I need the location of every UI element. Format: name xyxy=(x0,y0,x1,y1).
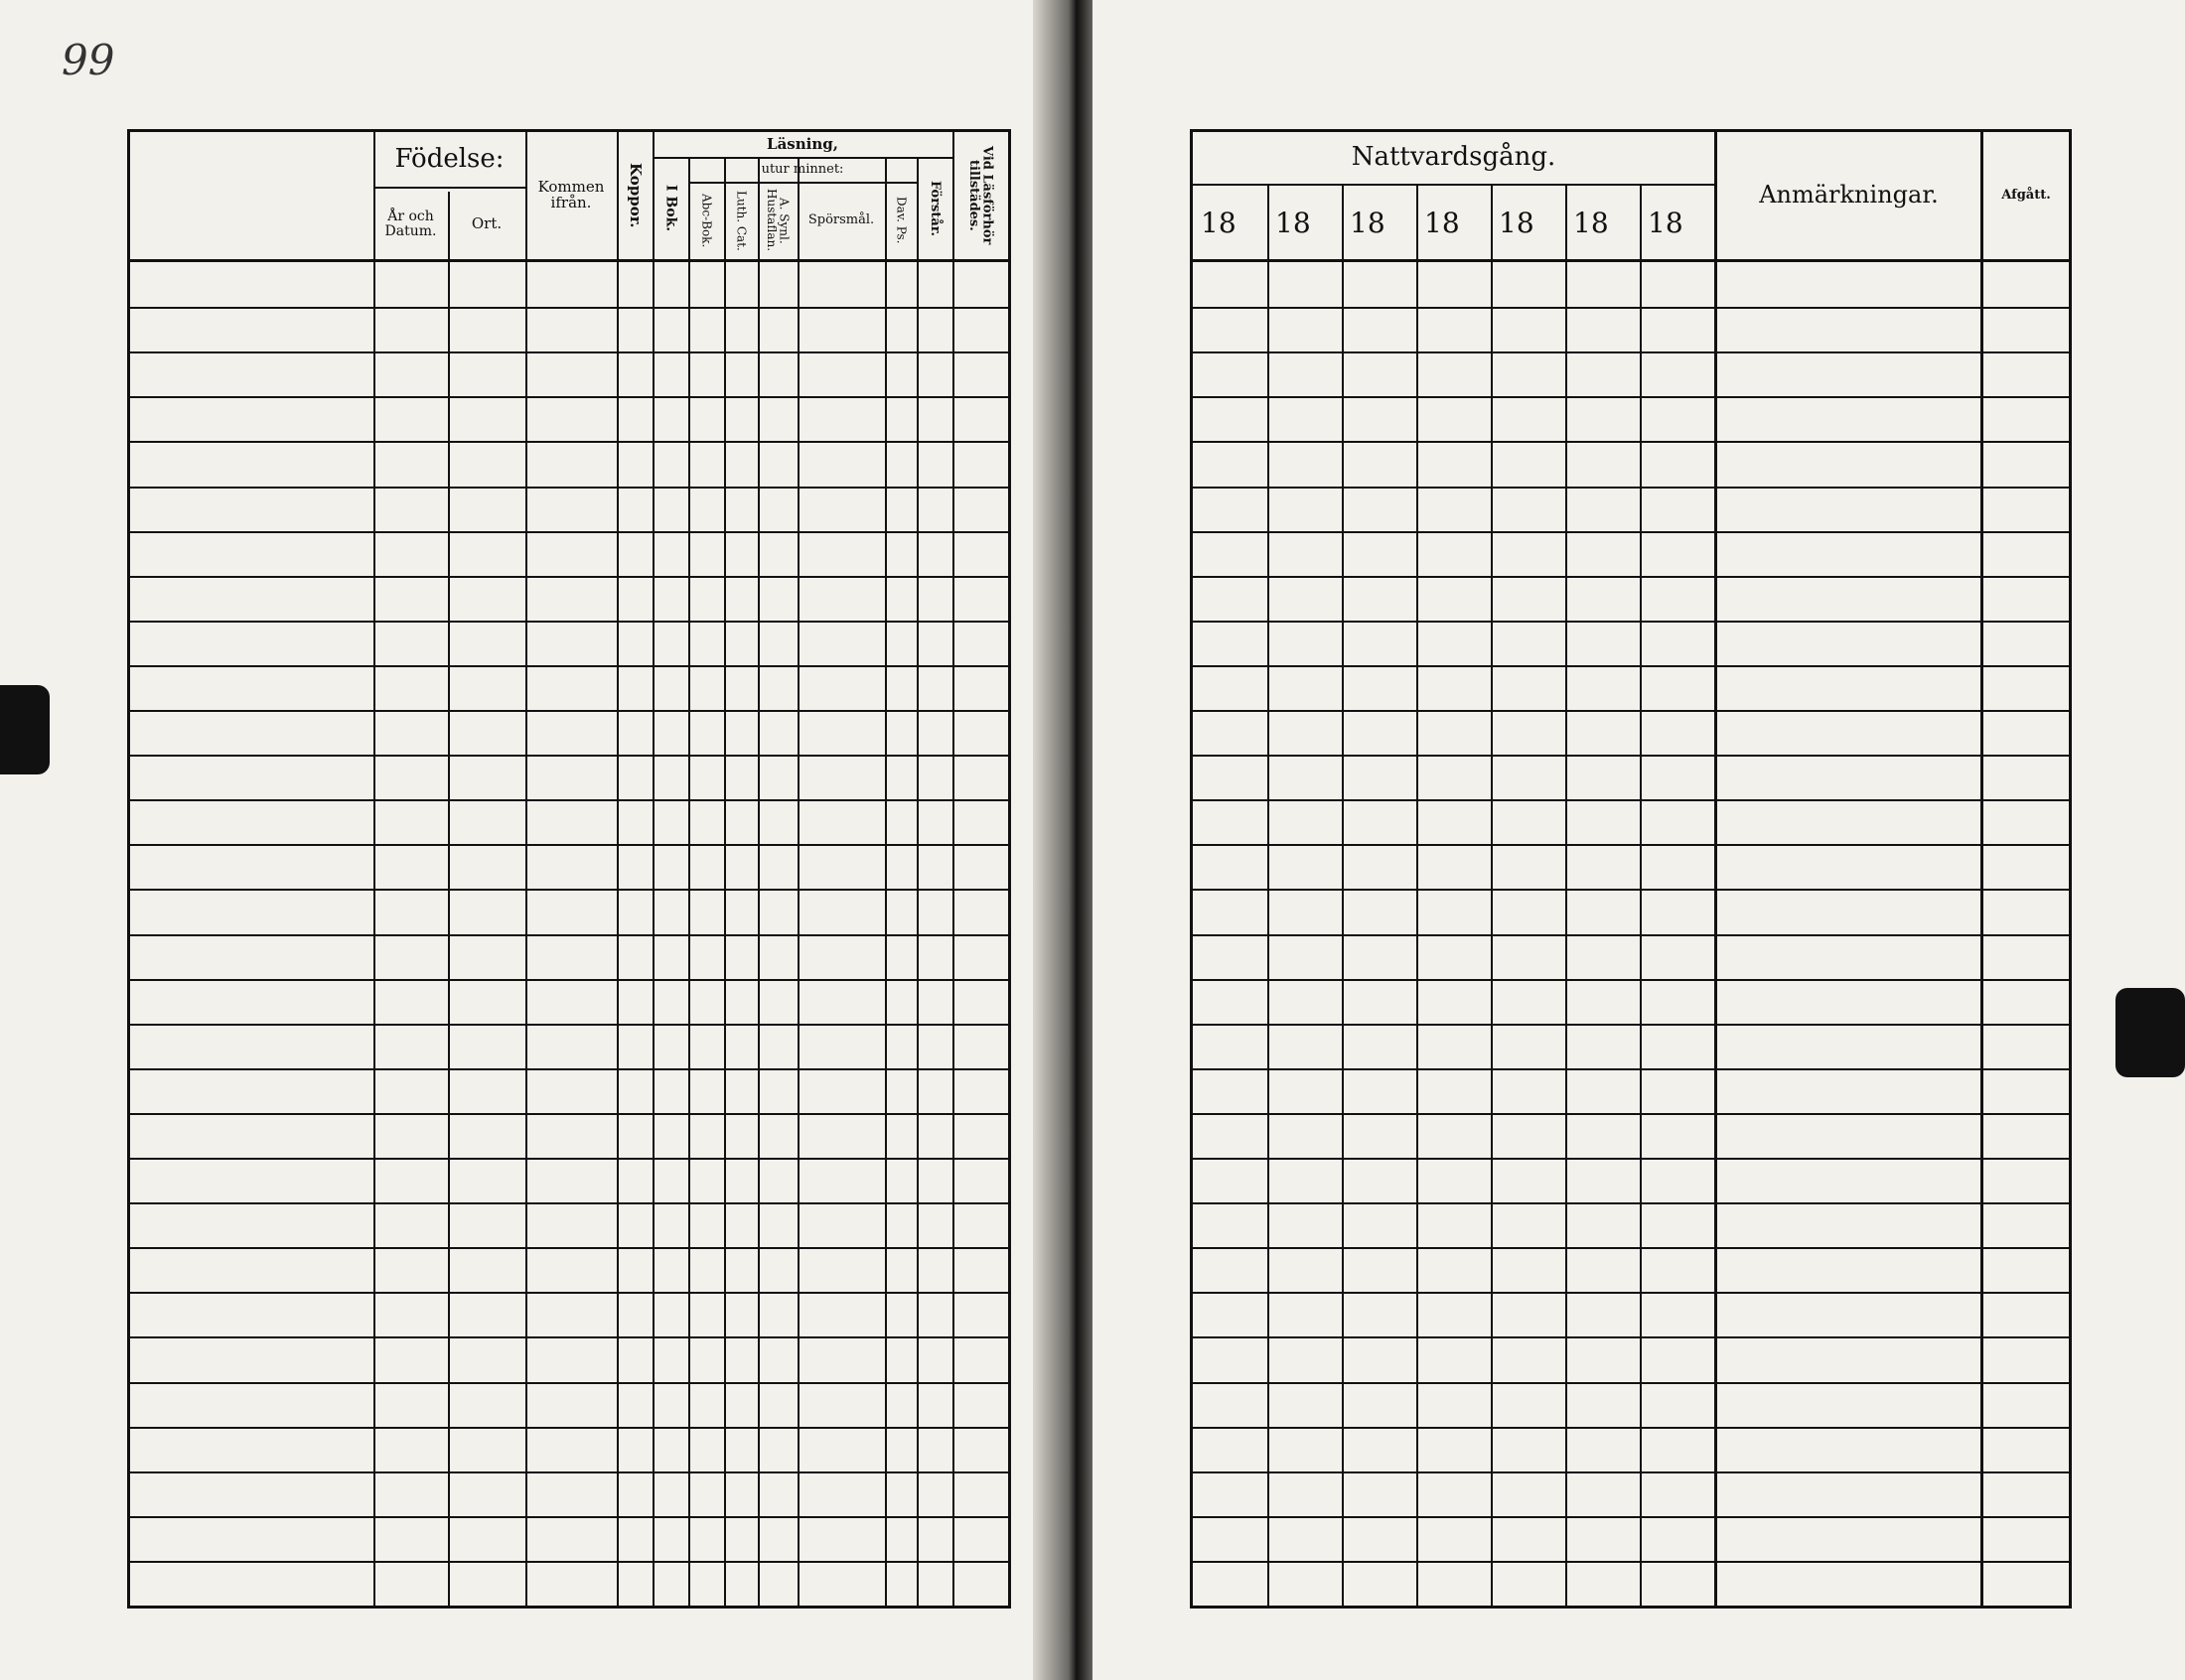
ledger-rows xyxy=(130,262,1008,1606)
row-rule xyxy=(1193,1068,2069,1070)
luth-cat-header: Luth. Cat. xyxy=(734,190,749,251)
row-rule xyxy=(130,1068,1008,1070)
year-header-3: 18 xyxy=(1350,206,1385,239)
abc-bok-header: Abc-Bok. xyxy=(699,193,714,248)
row-rule xyxy=(130,1427,1008,1429)
row-rule xyxy=(1193,531,2069,533)
utur-minnet-heading: utur minnet: xyxy=(761,161,844,177)
row-rule xyxy=(130,487,1008,489)
row-rule xyxy=(130,755,1008,757)
row-rule xyxy=(130,1382,1008,1384)
row-rule xyxy=(130,934,1008,936)
row-rule xyxy=(1193,1382,2069,1384)
row-rule xyxy=(1193,844,2069,846)
right-page xyxy=(1092,0,2185,1680)
row-rule xyxy=(1193,351,2069,353)
row-rule xyxy=(1193,889,2069,891)
row-rule xyxy=(1193,1292,2069,1294)
afgatt-header: Afgått. xyxy=(2001,188,2051,204)
lasning-heading: Läsning, xyxy=(767,134,838,153)
row-rule xyxy=(130,396,1008,398)
row-rule xyxy=(130,1292,1008,1294)
row-rule xyxy=(1193,396,2069,398)
row-rule xyxy=(130,1516,1008,1518)
row-rule xyxy=(130,1202,1008,1204)
header-subrule xyxy=(373,187,525,189)
left-page xyxy=(0,0,1063,1680)
row-rule xyxy=(130,576,1008,578)
row-rule xyxy=(1193,1471,2069,1473)
row-rule xyxy=(130,441,1008,443)
row-rule xyxy=(1193,487,2069,489)
row-rule xyxy=(130,889,1008,891)
row-rule xyxy=(1193,1561,2069,1563)
row-rule xyxy=(1193,1336,2069,1338)
row-rule xyxy=(130,710,1008,712)
year-header-7: 18 xyxy=(1648,206,1683,239)
dav-ps-header: Dav. Ps. xyxy=(894,197,909,244)
row-rule xyxy=(1193,1516,2069,1518)
row-rule xyxy=(1193,307,2069,309)
row-rule xyxy=(1193,1202,2069,1204)
row-rule xyxy=(1193,1427,2069,1429)
year-header-2: 18 xyxy=(1275,206,1311,239)
row-rule xyxy=(130,621,1008,623)
row-rule xyxy=(1193,441,2069,443)
row-rule xyxy=(130,844,1008,846)
koppor-header: Koppor. xyxy=(626,163,645,228)
row-rule xyxy=(130,1336,1008,1338)
sporsmal-header: Spörsmål. xyxy=(807,212,875,228)
row-rule xyxy=(1193,1024,2069,1026)
header-subrule xyxy=(1193,184,1714,186)
row-rule xyxy=(1193,799,2069,801)
row-rule xyxy=(1193,621,2069,623)
year-header-5: 18 xyxy=(1499,206,1534,239)
ledger-rows xyxy=(1193,262,2069,1606)
row-rule xyxy=(130,1561,1008,1563)
fodelse-heading: Födelse: xyxy=(394,143,505,174)
binding-tab xyxy=(0,685,50,774)
row-rule xyxy=(1193,576,2069,578)
row-rule xyxy=(1193,665,2069,667)
row-rule xyxy=(130,531,1008,533)
row-rule xyxy=(130,799,1008,801)
row-rule xyxy=(1193,1113,2069,1115)
row-rule xyxy=(130,665,1008,667)
year-header-6: 18 xyxy=(1573,206,1609,239)
row-rule xyxy=(1193,934,2069,936)
i-bok-header: I Bok. xyxy=(662,184,679,232)
row-rule xyxy=(1193,1158,2069,1160)
right-ledger-table xyxy=(1190,129,2072,1609)
row-rule xyxy=(130,351,1008,353)
nattvardsgang-heading: Nattvardsgång. xyxy=(1351,142,1556,173)
anmarkningar-header: Anmärkningar. xyxy=(1759,181,1939,210)
kommen-ifran-header: Kommen ifrån. xyxy=(537,178,605,211)
ar-och-datum-header: År och Datum. xyxy=(384,209,437,239)
forstar-header: Förstår. xyxy=(927,180,943,236)
row-rule xyxy=(1193,755,2069,757)
row-rule xyxy=(130,1158,1008,1160)
row-rule xyxy=(1193,979,2069,981)
row-rule xyxy=(1193,710,2069,712)
ort-header: Ort. xyxy=(471,214,503,233)
binding-tab xyxy=(2115,988,2185,1077)
year-header-1: 18 xyxy=(1201,206,1237,239)
page-number: 99 xyxy=(62,36,115,84)
row-rule xyxy=(130,1471,1008,1473)
row-rule xyxy=(130,1024,1008,1026)
row-rule xyxy=(130,307,1008,309)
a-synl-hustaflan-header: A. Synl. Hustaflan. xyxy=(765,189,792,252)
year-header-4: 18 xyxy=(1424,206,1460,239)
row-rule xyxy=(130,1247,1008,1249)
left-ledger-table xyxy=(127,129,1011,1609)
vid-lasforhor-header: Vid Läsförhör tillstädes. xyxy=(966,146,995,245)
row-rule xyxy=(1193,1247,2069,1249)
row-rule xyxy=(130,979,1008,981)
row-rule xyxy=(130,1113,1008,1115)
